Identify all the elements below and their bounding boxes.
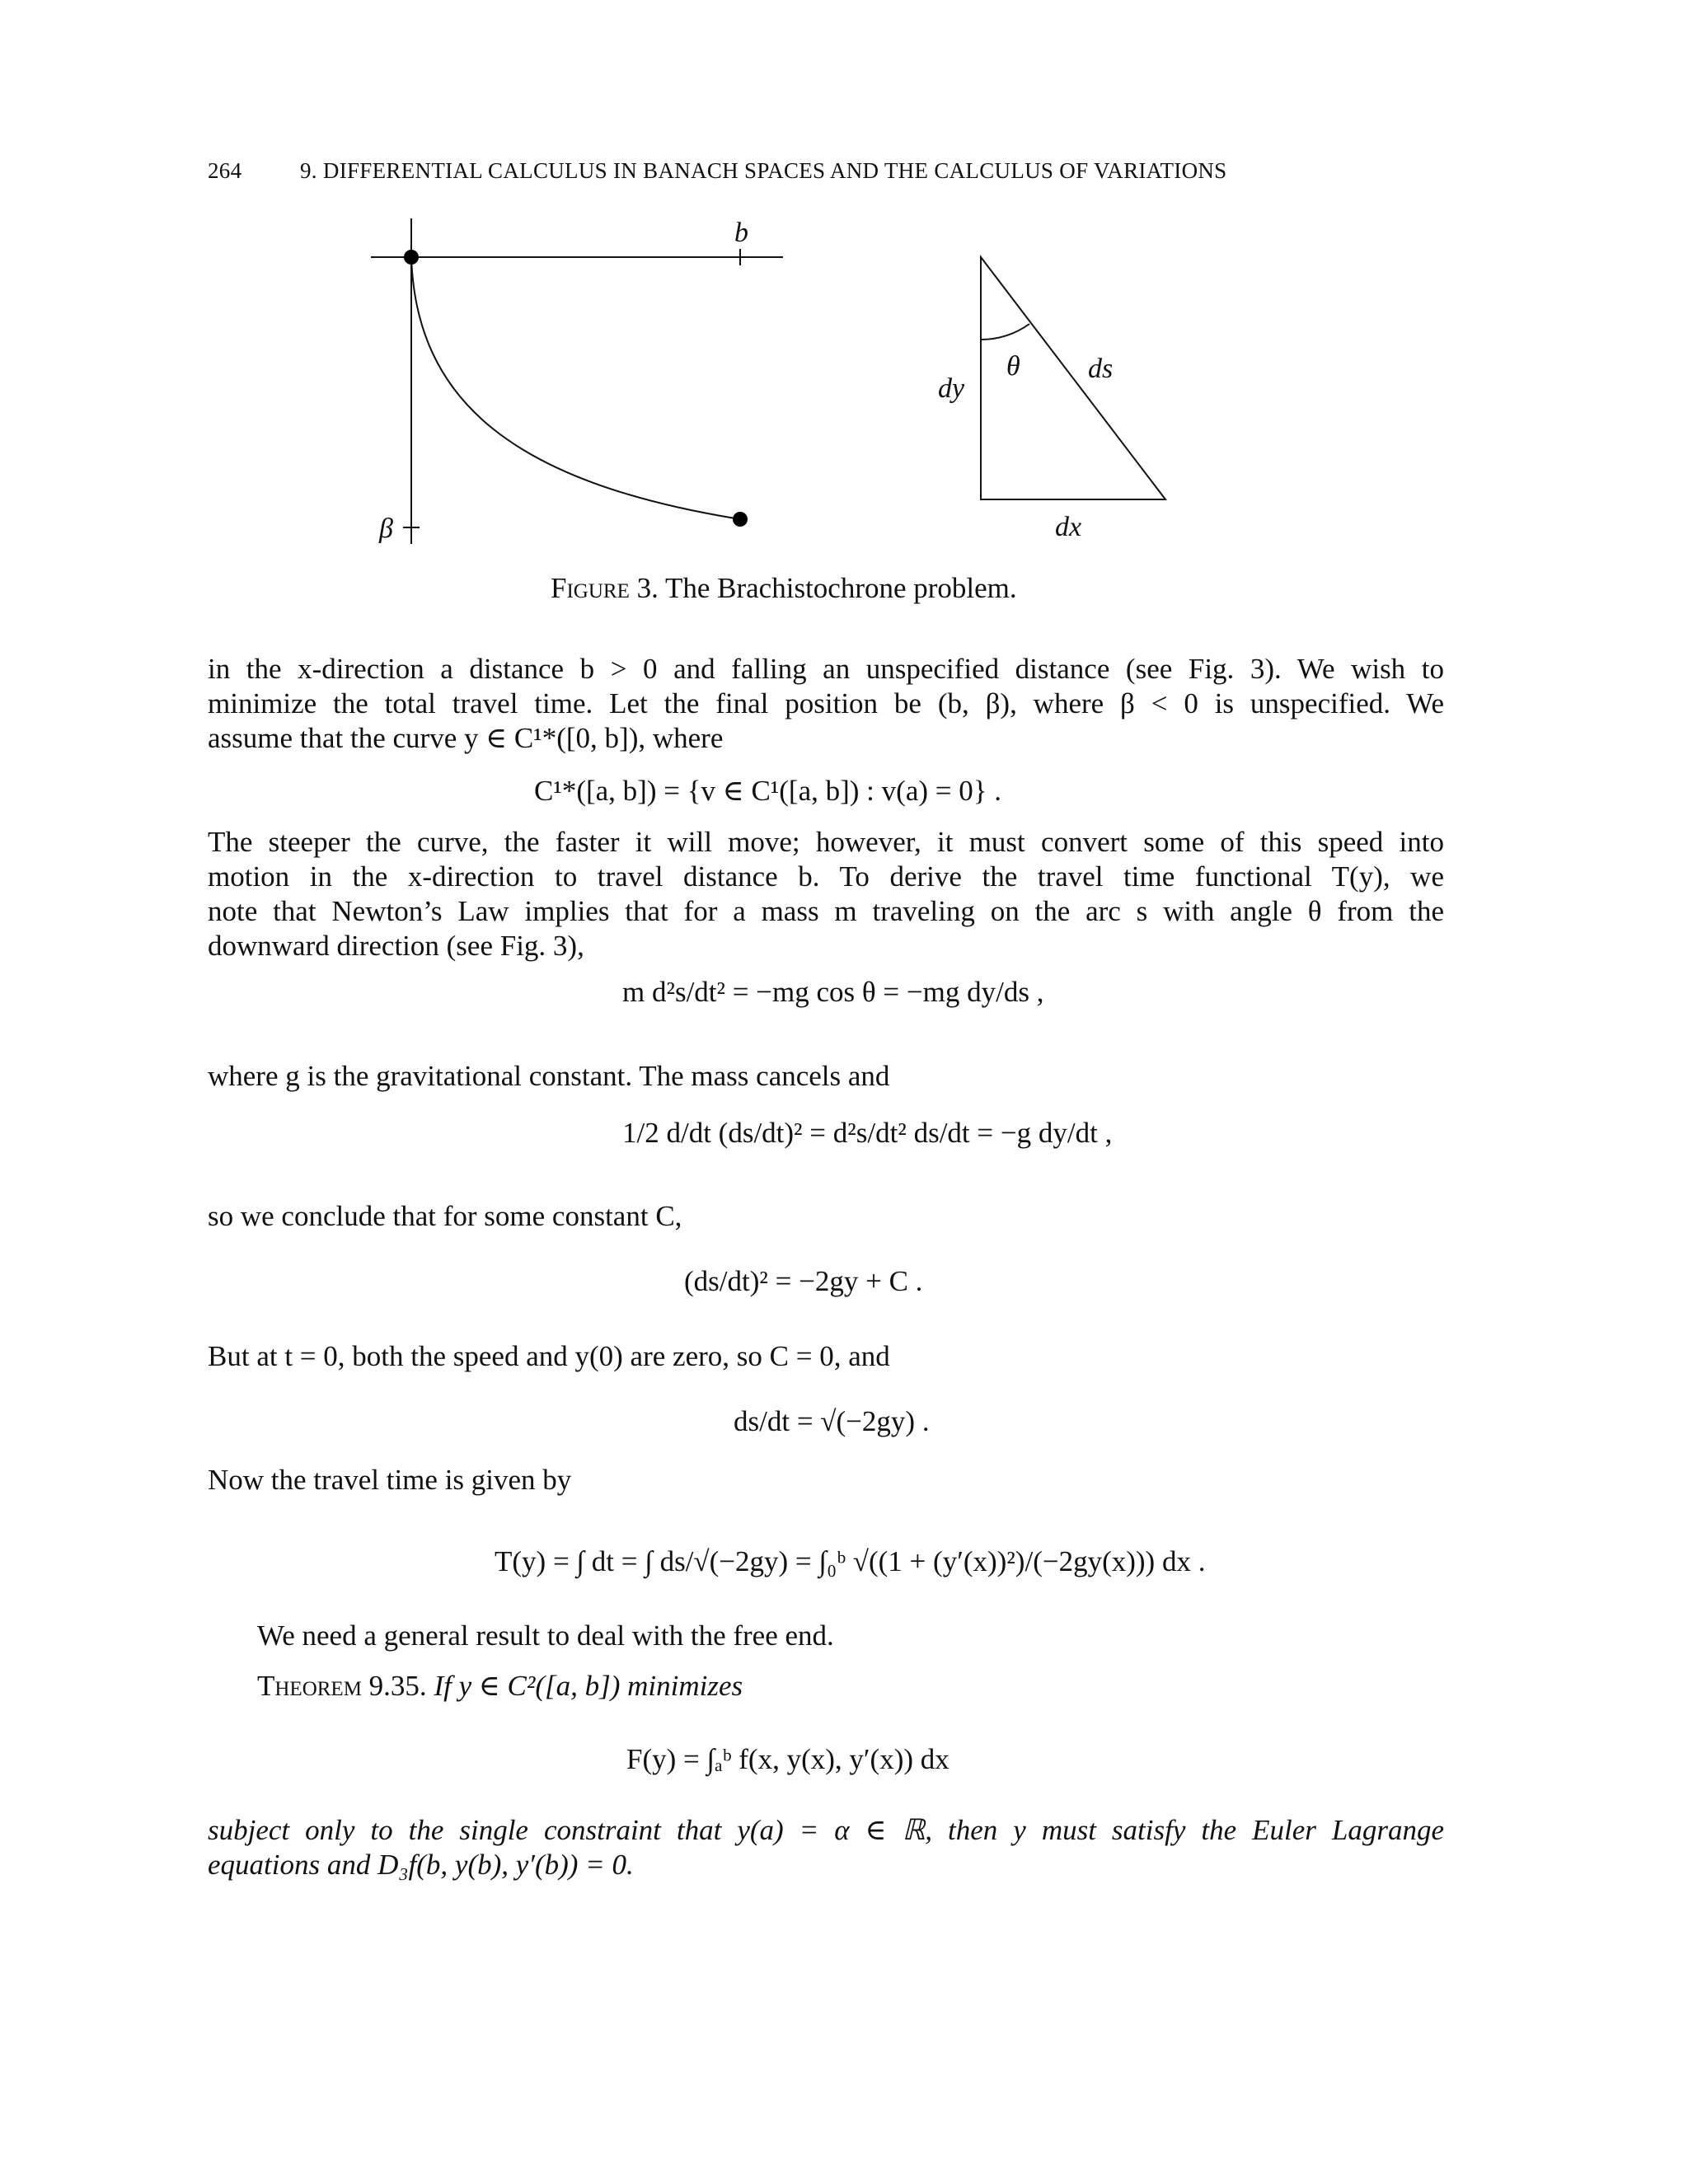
end-point <box>733 512 748 527</box>
paragraph-line: The steeper the curve, the faster it will move; however, it must convert some of this speed into <box>208 826 1444 858</box>
ds-label: ds <box>1088 354 1114 384</box>
theorem-statement <box>257 1670 743 1703</box>
theorem-label: Theorem 9.35. <box>257 1670 427 1702</box>
page-number: 264 <box>208 158 242 183</box>
paragraph-line: motion in the x-direction to travel distance b. To derive the travel time functional T(y), we <box>208 860 1444 893</box>
equation-c1star: C¹*([a, b]) = {v ∈ C¹([a, b]) : v(a) = 0} . <box>534 775 1002 807</box>
theta-arc <box>981 324 1029 340</box>
caption-text: The Brachistochrone problem. <box>664 572 1017 604</box>
theorem-line: equations and D₃f(b, y(b), y′(b)) = 0. <box>208 1849 634 1881</box>
theorem-text: If y ∈ C²([a, b]) minimizes <box>434 1670 743 1702</box>
beta-label: β <box>379 513 393 544</box>
equation-newton: m d²s/dt² = −mg cos θ = −mg dy/ds , <box>622 976 1044 1008</box>
paragraph-line: We need a general result to deal with the free end. <box>257 1619 834 1652</box>
figure-caption <box>551 572 1017 605</box>
brachistochrone-curve <box>411 257 740 519</box>
equation-constant: (ds/dt)² = −2gy + C . <box>684 1265 923 1297</box>
triangle-figure <box>931 247 1228 552</box>
equation-travel-time: T(y) = ∫ dt = ∫ ds/√(−2gy) = ∫₀ᵇ √((1 + (y′(x))²)/(−2gy(x))) dx . <box>495 1545 1206 1577</box>
running-title: 9. DIFFERENTIAL CALCULUS IN BANACH SPACES AND THE CALCULUS OF VARIATIONS <box>300 158 1227 183</box>
paragraph-line: assume that the curve y ∈ C¹*([0, b]), where <box>208 722 724 754</box>
equation-energy: 1/2 d/dt (ds/dt)² = d²s/dt² ds/dt = −g dy/dt , <box>622 1117 1113 1149</box>
paragraph-line: in the x-direction a distance b > 0 and falling an unspecified distance (see Fig. 3). We wish to <box>208 653 1444 685</box>
paragraph-line: Now the travel time is given by <box>208 1464 572 1496</box>
paragraph-line: note that Newton’s Law implies that for a mass m traveling on the arc s with angle θ from the <box>208 895 1444 927</box>
caption-label: Figure 3. <box>551 572 659 604</box>
dx-label: dx <box>1055 512 1082 542</box>
dy-label: dy <box>938 373 965 404</box>
paragraph-line: But at t = 0, both the speed and y(0) are zero, so C = 0, and <box>208 1340 890 1372</box>
start-point <box>404 250 419 265</box>
paragraph-line: where g is the gravitational constant. The mass cancels and <box>208 1060 890 1092</box>
brachistochrone-figure <box>354 210 799 556</box>
b-label: b <box>734 218 748 248</box>
paragraph-line: minimize the total travel time. Let the final position be (b, β), where β < 0 is unspecified. We <box>208 687 1444 719</box>
theta-label: θ <box>1006 351 1020 382</box>
paragraph-line: downward direction (see Fig. 3), <box>208 930 584 962</box>
equation-speed: ds/dt = √(−2gy) . <box>734 1405 930 1437</box>
theorem-line: subject only to the single constraint that y(a) = α ∈ ℝ, then y must satisfy the Euler Lagrange <box>208 1814 1444 1846</box>
equation-functional: F(y) = ∫ₐᵇ f(x, y(x), y′(x)) dx <box>626 1743 950 1775</box>
paragraph-line: so we conclude that for some constant C, <box>208 1200 682 1232</box>
